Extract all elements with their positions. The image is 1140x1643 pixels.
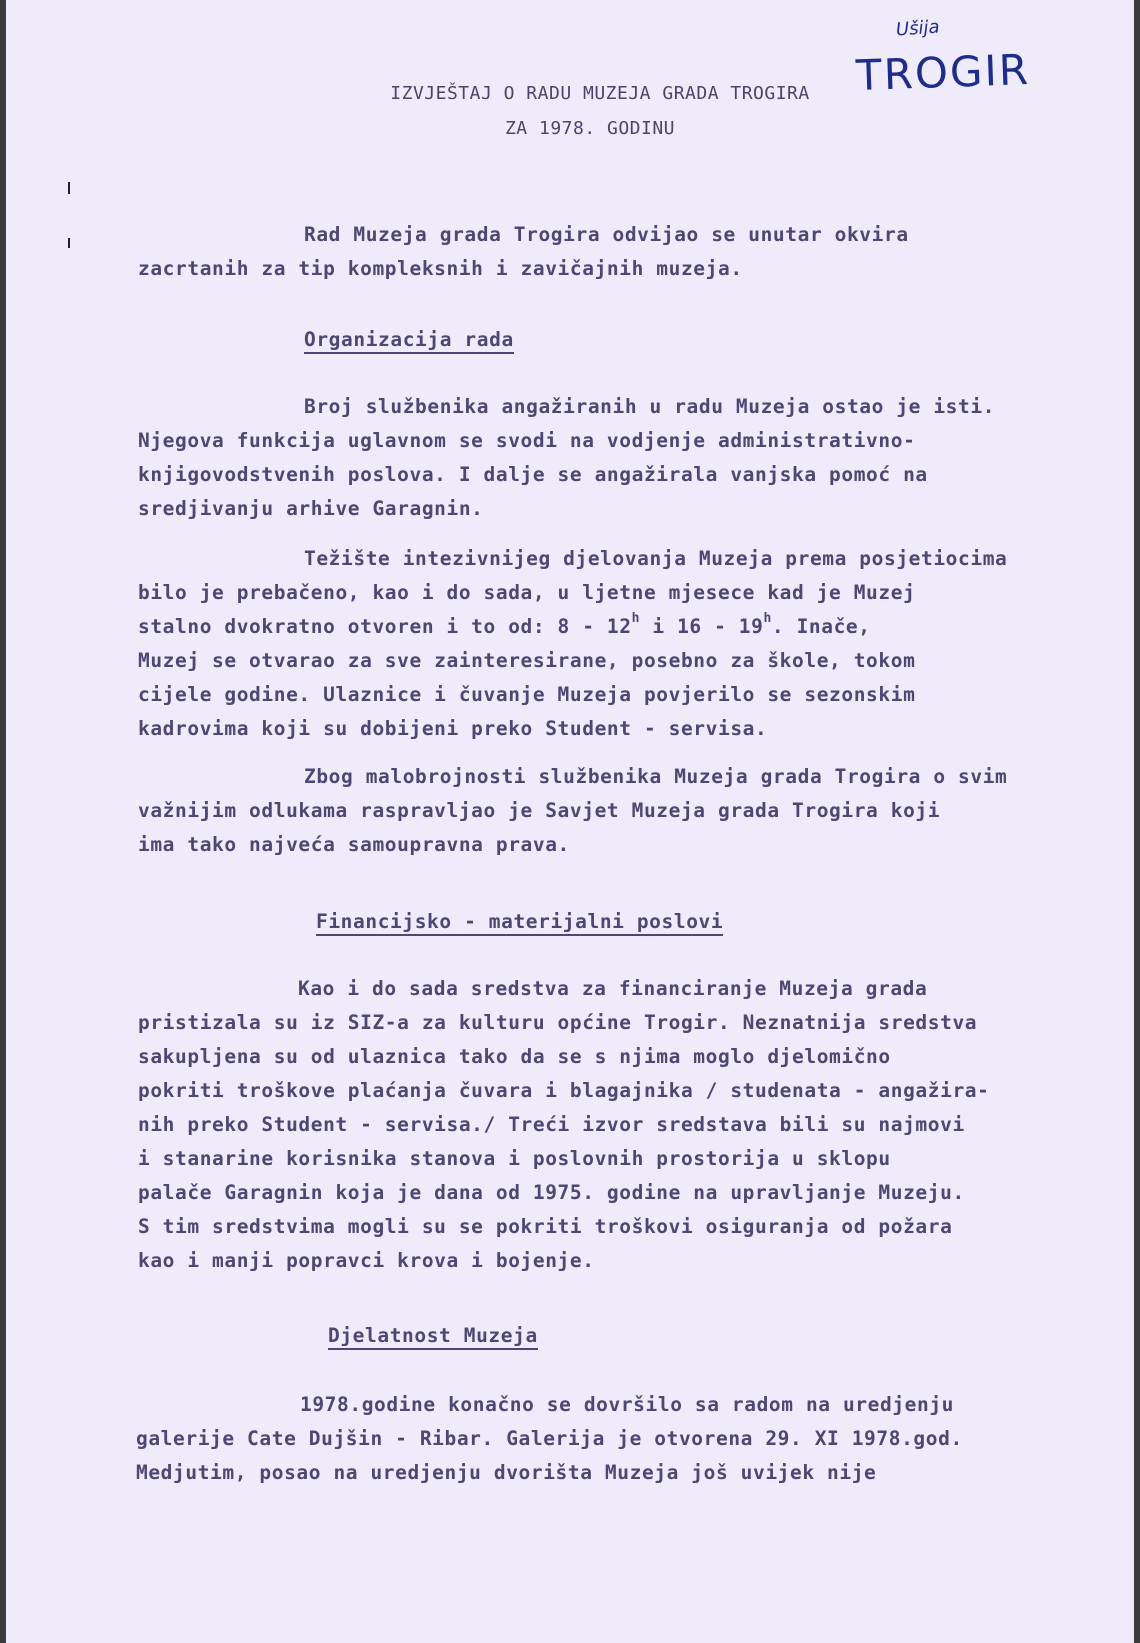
text-line: knjigovodstvenih poslova. I dalje se angažirala vanjska pomoć na bbox=[138, 463, 928, 486]
text-line: 1978.godine konačno se dovršilo sa radom na uredjenju bbox=[300, 1393, 955, 1416]
handwritten-note-small: Ušija bbox=[895, 16, 941, 41]
text-fragment: stalno dvokratno otvoren i to od: 8 - 12 bbox=[138, 615, 632, 638]
text-line: kao i manji popravci krova i bojenje. bbox=[138, 1249, 595, 1272]
text-line: Zbog malobrojnosti službenika Muzeja grada Trogira o svim bbox=[304, 765, 1008, 788]
text-line: Broj službenika angažiranih u radu Muzeja ostao je isti. bbox=[304, 395, 996, 418]
organizacija-paragraph-1 bbox=[138, 390, 1103, 526]
text-line: Njegova funkcija uglavnom se svodi na vodjenje administrativno- bbox=[138, 429, 916, 452]
text-line: bilo je prebačeno, kao i do sada, u ljetne mjesece kad je Muzej bbox=[138, 581, 916, 604]
margin-mark bbox=[68, 182, 70, 194]
text-line: pokriti troškove plaćanja čuvara i blagajnika / studenata - angažira- bbox=[138, 1079, 990, 1102]
text-line: cijele godine. Ulaznice i čuvanje Muzeja povjerilo se sezonskim bbox=[138, 683, 916, 706]
text-line: pristizala su iz SIZ-a za kulturu općine Trogir. Neznatnija sredstva bbox=[138, 1011, 978, 1034]
djelatnost-paragraph bbox=[136, 1388, 1101, 1490]
section-heading-financijsko: Financijsko - materijalni poslovi bbox=[316, 910, 723, 936]
text-line: važnijim odlukama raspravljao je Savjet Muzeja grada Trogira koji bbox=[138, 799, 941, 822]
margin-mark bbox=[68, 238, 70, 248]
intro-paragraph bbox=[138, 218, 1103, 286]
organizacija-paragraph-2 bbox=[138, 542, 1103, 746]
text-fragment: i 16 - 19 bbox=[640, 615, 764, 638]
document-subtitle: ZA 1978. GODINU bbox=[504, 118, 676, 139]
text-line: galerije Cate Dujšin - Ribar. Galerija je otvorena 29. XI 1978.god. bbox=[136, 1427, 963, 1450]
text-line: Medjutim, posao na uredjenju dvorišta Muzeja još uvijek nije bbox=[136, 1461, 877, 1484]
text-line: kadrovima koji su dobijeni preko Student - servisa. bbox=[138, 717, 768, 740]
text-fragment: . Inače, bbox=[771, 615, 871, 638]
text-line: Muzej se otvarao za sve zainteresirane, posebno za škole, tokom bbox=[138, 649, 916, 672]
text-line: i stanarine korisnika stanova i poslovnih prostorija u sklopu bbox=[138, 1147, 891, 1170]
text-line: zacrtanih za tip kompleksnih i zavičajnih muzeja. bbox=[138, 257, 743, 280]
text-line: palače Garagnin koja je dana od 1975. godine na upravljanje Muzeju. bbox=[138, 1181, 965, 1204]
superscript: h bbox=[631, 611, 641, 626]
superscript: h bbox=[763, 611, 772, 626]
text-line: Kao i do sada sredstva za financiranje Muzeja grada bbox=[298, 977, 928, 1000]
text-line bbox=[138, 610, 1103, 644]
text-line: ima tako najveća samoupravna prava. bbox=[138, 833, 570, 856]
text-line: sakupljena su od ulaznica tako da se s njima moglo djelomično bbox=[138, 1045, 891, 1068]
document-page bbox=[6, 0, 1134, 1643]
text-line: Rad Muzeja grada Trogira odvijao se unutar okvira bbox=[304, 223, 909, 246]
text-line: nih preko Student - servisa./ Treći izvor sredstava bili su najmovi bbox=[138, 1113, 965, 1136]
financijsko-paragraph bbox=[138, 972, 1103, 1278]
text-line: Težište intezivnijeg djelovanja Muzeja prema posjetiocima bbox=[304, 547, 1008, 570]
document-title: IZVJEŠTAJ O RADU MUZEJA GRADA TROGIRA bbox=[390, 83, 810, 104]
text-line: S tim sredstvima mogli su se pokriti troškovi osiguranja od požara bbox=[138, 1215, 953, 1238]
text-line: sredjivanju arhive Garagnin. bbox=[138, 497, 484, 520]
section-heading-djelatnost: Djelatnost Muzeja bbox=[328, 1324, 538, 1350]
organizacija-paragraph-3 bbox=[138, 760, 1103, 862]
handwritten-note-trogir: TROGIR bbox=[855, 44, 1031, 101]
section-heading-organizacija: Organizacija rada bbox=[304, 328, 514, 354]
